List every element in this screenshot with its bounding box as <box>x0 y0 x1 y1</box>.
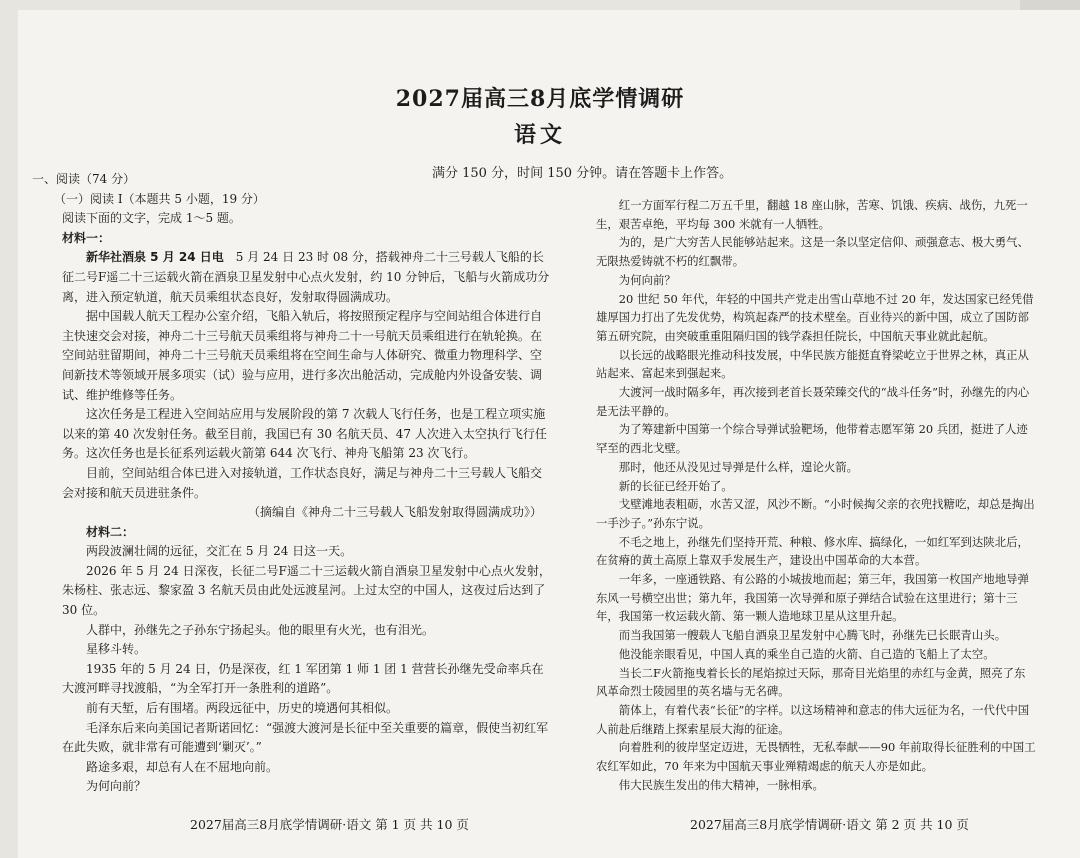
paragraph: 目前，空间站组合体已进入对接轨道，工作状态良好，满足与神舟二十三号载人飞船交会对接和航天员进驻条件。 <box>62 465 543 500</box>
section-heading: 一、阅读（74 分） <box>32 172 136 186</box>
news-lead: 新华社酒泉 5 月 24 日电 <box>86 250 224 265</box>
paragraph: 2026 年 5 月 24 日深夜，长征二号F遥二十三运载火箭自酒泉卫星发射中心点火发射，朱杨柱、张志远、黎家盈 3 名航天员由此处远渡星河。上过太空的中国人，这夜过后达到了 30 位。 <box>62 563 551 618</box>
paragraph: 前有天堑，后有围堵。两段远征中，历史的境遇何其相似。 <box>86 701 399 716</box>
subsection-heading: （一）阅读 I（本题共 5 小题，19 分） <box>54 191 265 206</box>
exam-info: 满分 150 分，时间 150 分钟。请在答题卡上作答。 <box>432 166 733 181</box>
paragraph: 而当我国第一艘载人飞船自酒泉卫星发射中心腾飞时，孙继先已长眠青山头。 <box>618 628 1007 643</box>
material-1-label: 材料一： <box>62 230 111 245</box>
paragraph: 不毛之地上，孙继先们坚持开荒、种粮、修水库、搞绿化，一如红军到达陕北后，在贫瘠的黄土高原上靠双手发展生产，建设出中国革命的大本营。 <box>596 534 1029 568</box>
paragraph: 新的长征已经开始了。 <box>618 478 733 493</box>
paragraph: 毛泽东后来向美国记者斯诺回忆：“强渡大渡河是长征中至关重要的篇章，假使当初红军在此失败，就非常有可能遭到‘剿灭’。” <box>62 720 549 755</box>
paragraph: 红一方面军行程二万五千里，翻越 18 座山脉，苦寒、饥饿、疾病、战伤，九死一生，艰苦卓绝，平均每 300 米就有一人牺牲。 <box>596 198 1028 231</box>
left-column <box>32 170 552 797</box>
paragraph: 两段波澜壮阔的远征，交汇在 5 月 24 日这一天。 <box>86 544 353 559</box>
paragraph: 1935 年的 5 月 24 日，仍是深夜，红 1 军团第 1 师 1 团 1 营营长孙继先受命率兵在大渡河畔寻找渡船，“为全军打开一条胜利的道路”。 <box>62 661 544 696</box>
exam-header <box>0 82 1080 149</box>
paragraph: 那时，他还从没见过导弹是什么样，遑论火箭。 <box>618 459 859 474</box>
paragraph: 当长二F火箭拖曳着长长的尾焰掠过天际，那奇目光焰里的赤红与金黄，照亮了东风革命烈士陵园里的英名墙与无名碑。 <box>596 665 1026 699</box>
right-column <box>596 196 1036 795</box>
paragraph: 据中国载人航天工程办公室介绍，飞船入轨后，将按照预定程序与空间站组合体进行自主快速交会对接，神舟二十三号航天员乘组将与神舟二十一号航天员乘组进行在轨轮换。在空间站驻留期间，神舟二十三号航天员乘组将在空间生命与人体研究、微重力物理科学、空间新技术等领域开展多项实（试）验与应用，进行多次出舱活动，完成舱内外设备安装、调试、维护维修等任务。 <box>62 309 543 402</box>
paragraph: 20 世纪 50 年代，年轻的中国共产党走出雪山草地不过 20 年，发达国家已经凭借雄厚国力打出了先发优势，构筑起森严的技术壁垒。百业待兴的新中国，成立了国防部第五研究院，由突破重重阻隔归国的钱学森担任院长，中国航天事业就此起航。 <box>596 291 1034 343</box>
paragraph: 人群中，孙继先之子孙东宁扬起头。他的眼里有火光，也有泪光。 <box>86 622 435 637</box>
news-paragraph <box>62 248 552 307</box>
paragraph: 他没能亲眼看见，中国人真的乘坐自己造的火箭、自己造的飞船上了太空。 <box>618 646 995 661</box>
exam-title: 2027届高三8月底学情调研 <box>395 86 685 112</box>
paragraph: 伟大民族生发出的伟大精神，一脉相承。 <box>618 777 824 792</box>
paragraph: 为何向前？ <box>86 779 147 794</box>
source-citation: （摘编自《神舟二十三号载人飞船发射取得圆满成功》） <box>247 505 542 520</box>
paragraph: 一年多，一座通铁路、有公路的小城拔地而起；第三年，我国第一枚国产地地导弹东风一号横空出世；第九年，我国第一次导弹和原子弹结合试验在这里进行；第十三年，我国第一枚运载火箭、第一颗人造地球卫星从这里升起。 <box>596 572 1029 624</box>
material-2-label: 材料二： <box>86 524 135 539</box>
instruction-text: 阅读下面的文字，完成 1～5 题。 <box>62 211 241 226</box>
binder-strip <box>1020 0 1080 10</box>
page-footer-2: 2027届高三8月底学情调研·语文 第 2 页 共 10 页 <box>690 817 969 832</box>
exam-subject: 语文 <box>513 122 566 148</box>
paragraph: 这次任务是工程进入空间站应用与发展阶段的第 7 次载人飞行任务，也是工程立项实施以来的第 40 次发射任务。截至目前，我国已有 30 名航天员、47 人次进入太空执行飞行任务。这次任务也是长征系列运载火箭第 644 次飞行、神舟飞船第 23 次飞行。 <box>62 407 547 461</box>
paragraph: 戈壁滩地表粗砺，水苦又涩，风沙不断。“小时候掏父亲的衣兜找糖吃，却总是掏出一手沙子。”孙东宁说。 <box>596 497 1035 530</box>
paragraph: 为何向前？ <box>618 272 676 287</box>
news-body: 5 月 24 日 23 时 08 分，搭载神舟二十三号载人飞船的长征二号F遥二十三运载火箭在酒泉卫星发射中心点火发射，约 10 分钟后，飞船与火箭成功分离，进入预定轨道，航天员乘组状态良好，发射取得圆满成功。 <box>62 250 550 304</box>
paragraph: 大渡河一战时隔多年，再次接到老首长聂荣臻交代的“战斗任务”时，孙继先的内心是无法平静的。 <box>596 385 1030 418</box>
paragraph: 向着胜利的彼岸坚定迈进，无畏牺牲，无私奉献——90 年前取得长征胜利的中国工农红军如此，70 年来为中国航天事业殚精竭虑的航天人亦是如此。 <box>596 740 1036 774</box>
page-footer-1: 2027届高三8月底学情调研·语文 第 1 页 共 10 页 <box>190 817 469 832</box>
paragraph: 星移斗转。 <box>86 642 147 657</box>
paragraph: 路途多艰，却总有人在不屈地向前。 <box>86 759 279 774</box>
paragraph: 为了筹建新中国第一个综合导弹试验靶场，他带着志愿军第 20 兵团，挺进了人迹罕至的西北戈壁。 <box>596 422 1028 456</box>
paragraph: 为的，是广大穷苦人民能够站起来。这是一条以坚定信仰、顽强意志、极大勇气、无限热爱铸就不朽的红飘带。 <box>596 235 1029 269</box>
paragraph: 箭体上，有着代表“长征”的字样。以这场精神和意志的伟大远征为名，一代代中国人前赴后继踏上探索星辰大海的征途。 <box>596 702 1030 736</box>
paragraph: 以长远的战略眼光推动科技发展，中华民族方能挺直脊梁屹立于世界之林，真正从站起来、富起来到强起来。 <box>596 347 1029 381</box>
